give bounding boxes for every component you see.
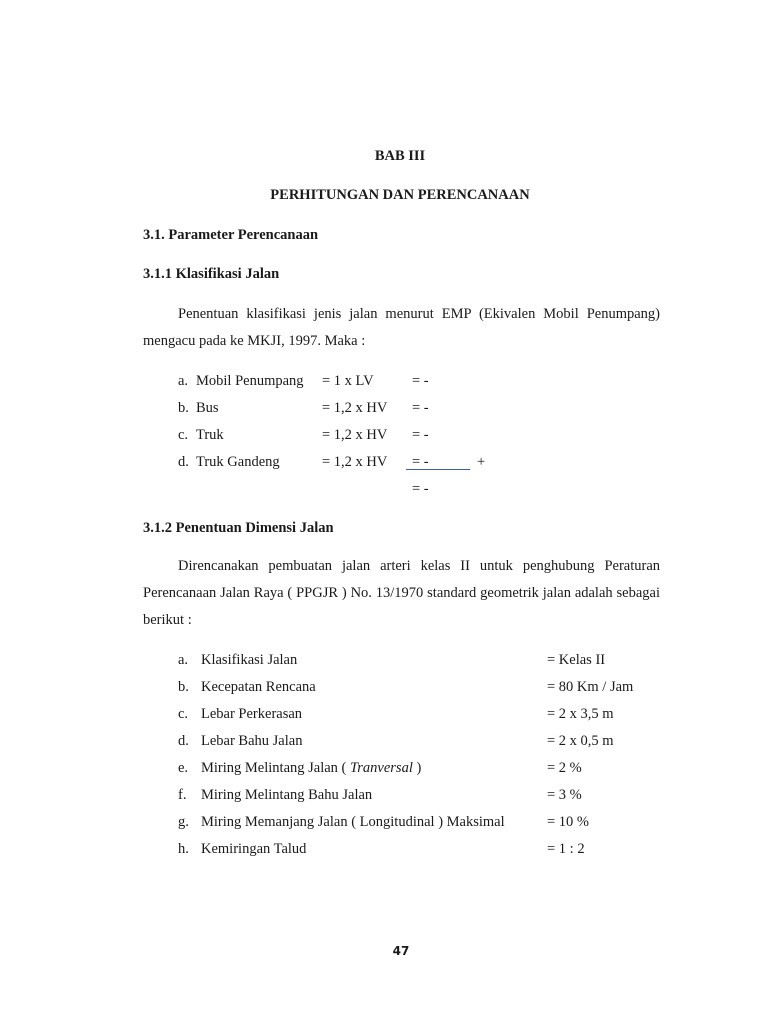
paragraph-klasifikasi: Penentuan klasifikasi jenis jalan menurut EMP (Ekivalen Mobil Penumpang) mengacu pada ke MKJI, 1997. Maka :	[143, 306, 660, 349]
item-value: = 2 x 3,5 m	[547, 706, 614, 722]
item-value: = 3 %	[547, 787, 582, 803]
item-value: = 10 %	[547, 814, 590, 830]
item-name: Bus	[196, 400, 219, 416]
item-factor: = 1 x LV	[322, 373, 374, 389]
item-name-pre: Miring Melintang Jalan (	[201, 760, 351, 776]
item-name: Truk	[196, 427, 224, 443]
item-factor: = 1,2 x HV	[322, 400, 388, 416]
item-value: = Kelas II	[547, 652, 606, 668]
item-letter: e.	[178, 760, 189, 776]
item-result: = -	[412, 427, 429, 443]
item-letter: c.	[178, 427, 189, 443]
item-name: Mobil Penumpang	[196, 373, 304, 389]
item-letter: d.	[178, 454, 189, 470]
section-heading-3-1-1: 3.1.1 Klasifikasi Jalan	[143, 266, 280, 282]
item-result: = -	[412, 373, 429, 389]
item-letter: c.	[178, 706, 189, 722]
item-value: = 2 x 0,5 m	[547, 733, 614, 749]
item-factor: = 1,2 x HV	[322, 454, 388, 470]
chapter-title: PERHITUNGAN DAN PERENCANAAN	[270, 187, 530, 203]
item-value: = 2 %	[547, 760, 582, 776]
item-letter: h.	[178, 841, 189, 857]
item-letter: b.	[178, 400, 189, 416]
page-number: 47	[392, 944, 410, 958]
section-heading-3-1: 3.1. Parameter Perencanaan	[143, 227, 319, 243]
section-heading-3-1-2: 3.1.2 Penentuan Dimensi Jalan	[143, 520, 334, 536]
item-name: Kemiringan Talud	[201, 841, 307, 857]
item-result: = -	[412, 454, 429, 470]
item-name: Kecepatan Rencana	[201, 679, 316, 695]
plus-sign: +	[477, 454, 486, 470]
item-factor: = 1,2 x HV	[322, 427, 388, 443]
item-value: = 80 Km / Jam	[547, 679, 634, 695]
sum-underline	[406, 469, 470, 470]
item-letter: g.	[178, 814, 189, 830]
item-name-italic: Tranversal	[350, 760, 413, 776]
item-letter: a.	[178, 652, 189, 668]
item-name: Klasifikasi Jalan	[201, 652, 298, 668]
item-value: = 1 : 2	[547, 841, 585, 857]
item-letter: d.	[178, 733, 189, 749]
item-name: Truk Gandeng	[196, 454, 280, 470]
item-name: Miring Melintang Bahu Jalan	[201, 787, 373, 803]
item-name: Lebar Bahu Jalan	[201, 733, 303, 749]
item-name: Lebar Perkerasan	[201, 706, 303, 722]
item-name-post: )	[412, 760, 422, 776]
item-letter: a.	[178, 373, 189, 389]
chapter-number: BAB III	[374, 148, 426, 164]
item-result: = -	[412, 400, 429, 416]
item-name: Miring Memanjang Jalan ( Longitudinal ) Maksimal	[201, 814, 505, 830]
paragraph-dimensi: Direncanakan pembuatan jalan arteri kelas II untuk penghubung Peraturan Perencanaan Jalan Raya ( PPGJR ) No. 13/1970 standard geometrik jalan adalah sebagai berikut :	[143, 558, 660, 628]
item-letter: b.	[178, 679, 189, 695]
item-name	[201, 759, 421, 777]
emp-total: = -	[412, 481, 429, 497]
item-letter: f.	[178, 787, 187, 803]
